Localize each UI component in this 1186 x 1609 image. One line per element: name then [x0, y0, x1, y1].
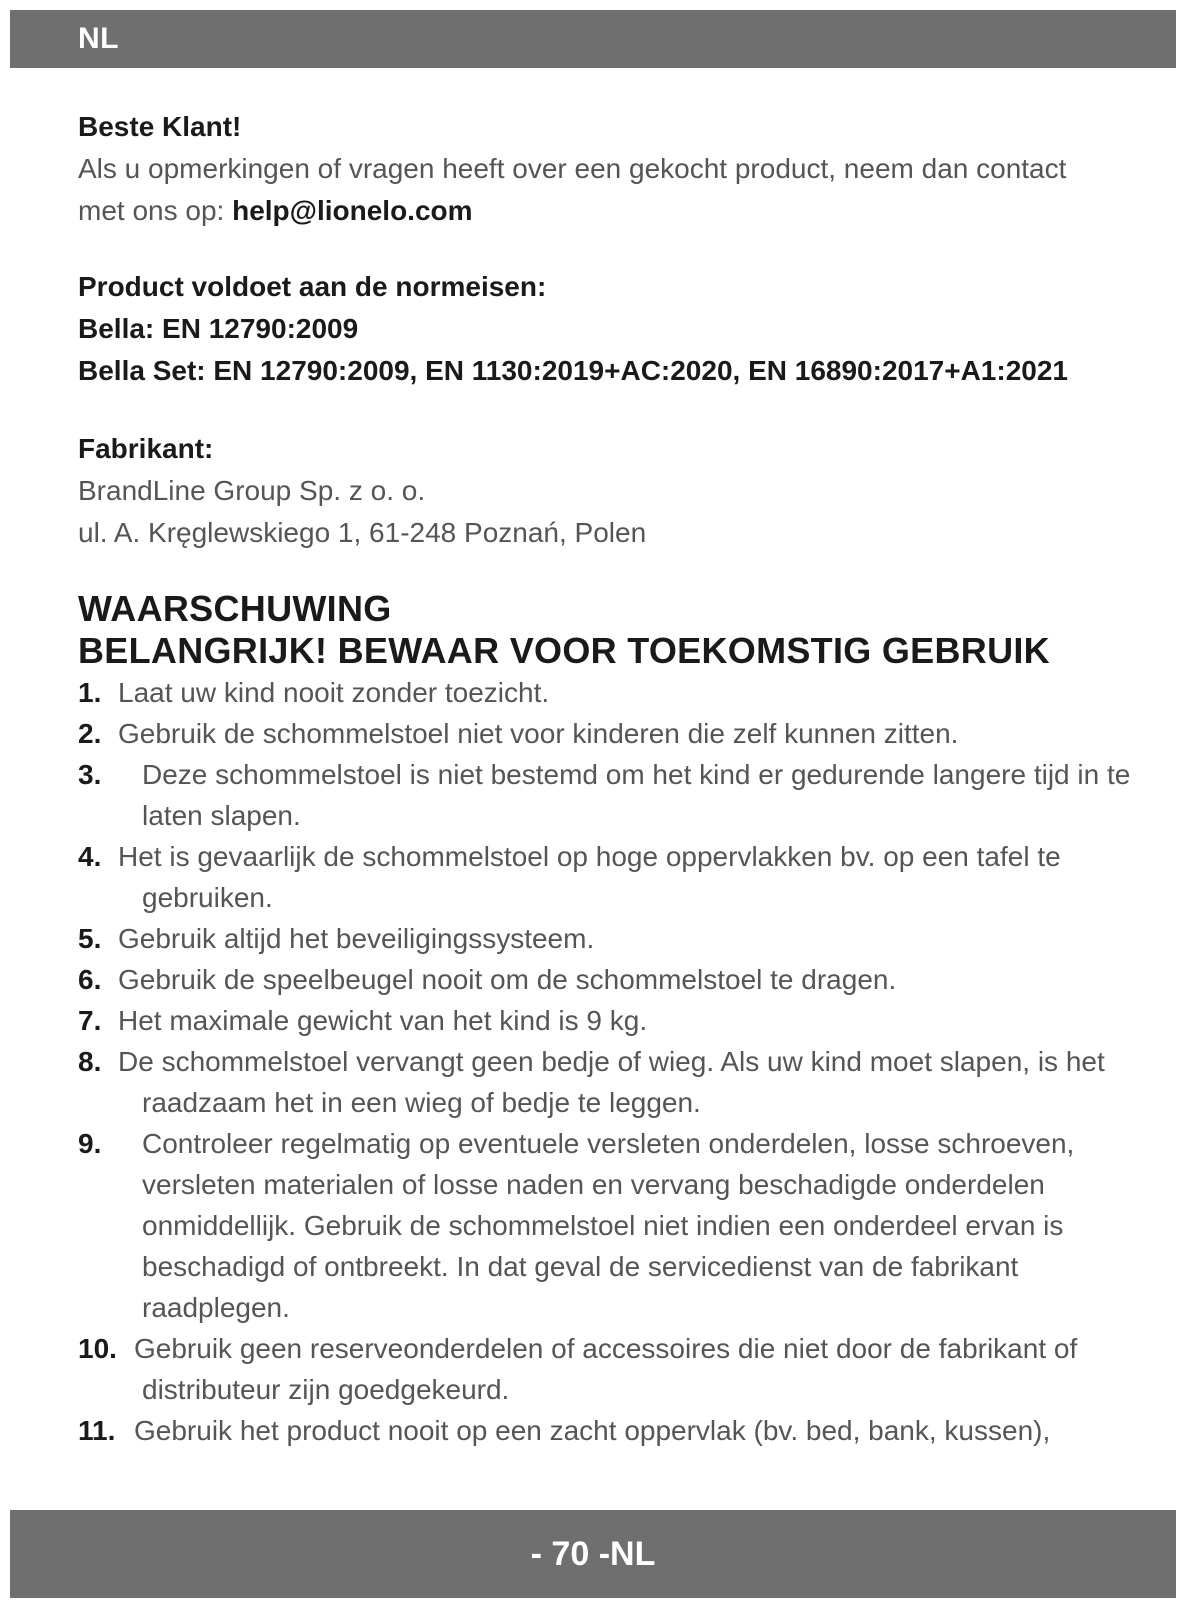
norms-title: Product voldoet aan de normeisen:: [78, 271, 547, 302]
warning-item-7: 7. Het maximale gewicht van het kind is 9 kg.: [78, 1005, 648, 1036]
manufacturer-title: Fabrikant:: [78, 433, 214, 464]
contact-prefix: met ons op:: [78, 195, 233, 226]
norm-bella-set: Bella Set: EN 12790:2009, EN 1130:2019+AC:2020, EN 16890:2017+A1:2021: [78, 355, 1068, 386]
footer-bar: [10, 1510, 1176, 1598]
warning-item-1: 1. Laat uw kind nooit zonder toezicht.: [78, 677, 550, 708]
warning-item-9: 9. Controleer regelmatig op eventuele versleten onderdelen, losse schroeven, versleten materialen of losse naden en vervang beschadigde onderdelen onmiddellijk. Gebruik de schommelstoel niet indien een onderdeel ervan is beschadigd of ontbreekt. In dat geval de servicedienst van de fabrikant raadplegen.: [78, 1128, 1075, 1323]
warning-item-3: 3. Deze schommelstoel is niet bestemd om het kind er gedurende langere tijd in te laten slapen.: [78, 759, 1131, 831]
warning-title: WAARSCHUWING: [78, 588, 392, 629]
contact-email: help@lionelo.com: [232, 195, 473, 226]
greeting: Beste Klant!: [78, 111, 242, 142]
norm-bella: Bella: EN 12790:2009: [78, 313, 359, 344]
warning-item-5: 5. Gebruik altijd het beveiligingssysteem.: [78, 923, 595, 954]
manufacturer-address: ul. A. Kręglewskiego 1, 61-248 Poznań, Polen: [78, 517, 647, 548]
warning-item-10: 10. Gebruik geen reserveonderdelen of accessoires die niet door de fabrikant of distributeur zijn goedgekeurd.: [78, 1333, 1078, 1405]
warning-subtitle: BELANGRIJK! BEWAAR VOOR TOEKOMSTIG GEBRUIK: [78, 630, 1050, 671]
warning-item-4: 4. Het is gevaarlijk de schommelstoel op hoge oppervlakken bv. op een tafel te gebruiken.: [78, 841, 1061, 913]
page-number: - 70 -NL: [530, 1535, 656, 1573]
contact-line-2: [78, 190, 1168, 232]
page-content: [78, 106, 1168, 1451]
warning-item-11: 11. Gebruik het product nooit op een zacht oppervlak (bv. bed, bank, kussen),: [78, 1415, 1051, 1446]
warning-list: [78, 672, 1168, 1451]
language-label: NL: [78, 22, 119, 55]
contact-line-1: Als u opmerkingen of vragen heeft over een gekocht product, neem dan contact: [78, 153, 1067, 184]
warning-item-6: 6. Gebruik de speelbeugel nooit om de schommelstoel te dragen.: [78, 964, 897, 995]
warning-item-8: 8. De schommelstoel vervangt geen bedje of wieg. Als uw kind moet slapen, is het raadzaam het in een wieg of bedje te leggen.: [78, 1046, 1105, 1118]
manufacturer-name: BrandLine Group Sp. z o. o.: [78, 475, 426, 506]
header-bar: [10, 10, 1176, 68]
warning-item-2: 2. Gebruik de schommelstoel niet voor kinderen die zelf kunnen zitten.: [78, 718, 959, 749]
